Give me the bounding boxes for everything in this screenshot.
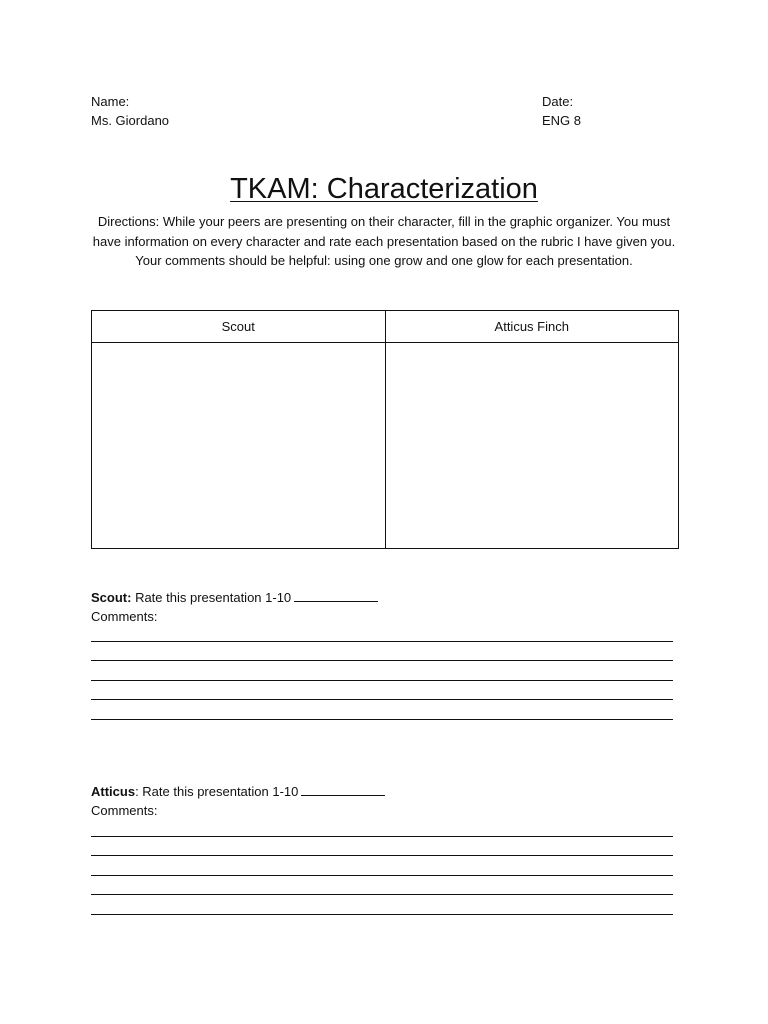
scout-rating-prompt: Rate this presentation 1-10 [131,590,292,605]
scout-comment-line[interactable] [91,699,673,700]
course-label: ENG 8 [542,113,582,128]
atticus-comment-line[interactable] [91,836,673,837]
atticus-comments-label: Comments: [91,803,158,818]
column-header-scout: Scout [92,311,386,343]
name-label: Name: [91,94,130,109]
directions-text: Directions: While your peers are presenting on their character, fill in the graphic organizer. You must have information on every character and rate each presentation based on the rubric I have given you. Your comments should be helpful: using one grow and one glow for each presentation. [92,214,676,268]
scout-comment-line[interactable] [91,660,673,661]
scout-rating-blank[interactable] [294,589,378,602]
scout-comment-line[interactable] [91,641,673,642]
column-header-atticus-finch: Atticus Finch [385,311,679,343]
scout-comment-line[interactable] [91,719,673,720]
atticus-rating-line [91,782,385,801]
date-label: Date: [542,94,574,109]
atticus-rating-prompt: : Rate this presentation 1-10 [135,784,299,799]
atticus-rating-character: Atticus [91,784,136,799]
scout-rating-character: Scout: [91,590,132,605]
scout-notes-cell[interactable] [92,343,386,549]
page-title: TKAM: Characterization [230,173,538,205]
atticus-comment-line[interactable] [91,875,673,876]
atticus-comment-line[interactable] [91,894,673,895]
atticus-comment-line[interactable] [91,914,673,915]
atticus-rating-blank[interactable] [301,783,385,796]
atticus-notes-cell[interactable] [385,343,679,549]
scout-comments-label: Comments: [91,609,158,624]
graphic-organizer-table [91,310,679,549]
scout-rating-line [91,588,378,607]
scout-comment-line[interactable] [91,680,673,681]
atticus-comment-line[interactable] [91,855,673,856]
teacher-name: Ms. Giordano [91,113,170,128]
